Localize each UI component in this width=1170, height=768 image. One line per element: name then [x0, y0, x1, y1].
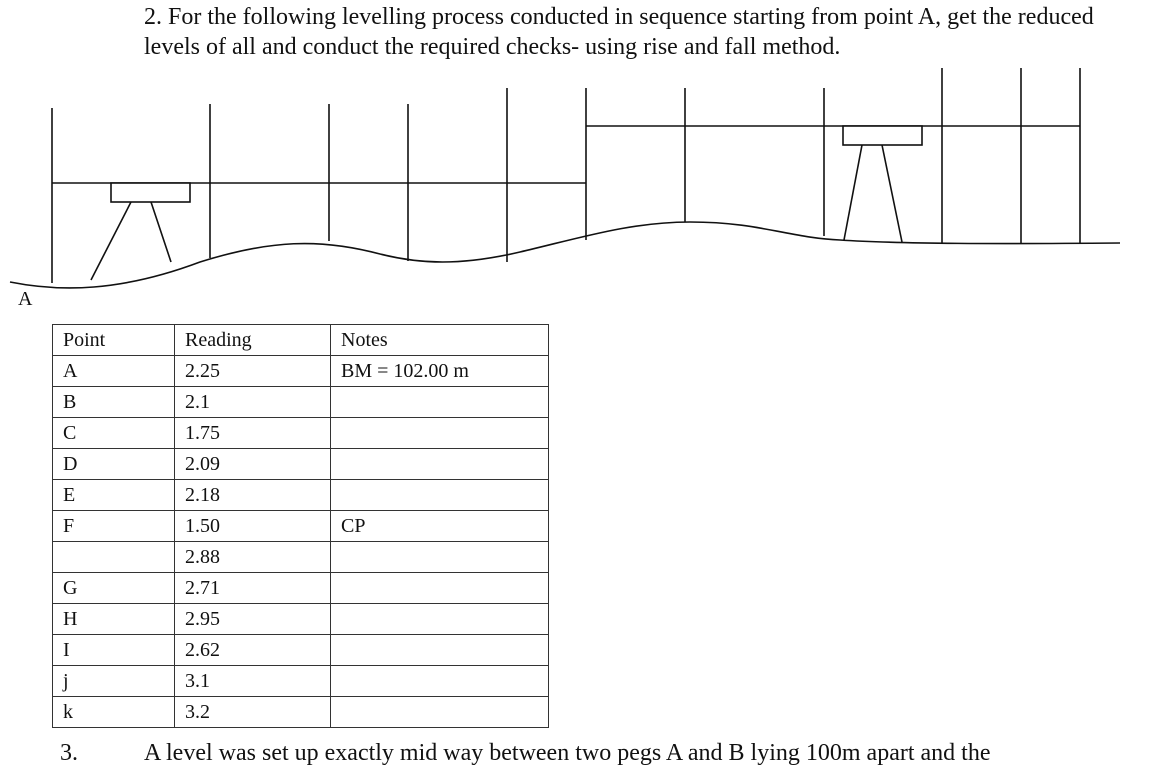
next-question-text: A level was set up exactly mid way between two pegs A and B lying 100m apart and the [144, 740, 991, 766]
cell-reading: 2.09 [175, 449, 331, 480]
point-a-label: A [18, 288, 33, 310]
cell-point: A [53, 356, 175, 387]
cell-reading: 2.88 [175, 542, 331, 573]
cell-point: E [53, 480, 175, 511]
cell-point: G [53, 573, 175, 604]
cell-point: H [53, 604, 175, 635]
table-row [53, 418, 549, 449]
cell-note [331, 418, 549, 449]
cell-reading: 2.71 [175, 573, 331, 604]
cell-note [331, 449, 549, 480]
cell-reading: 3.2 [175, 697, 331, 728]
cell-point: F [53, 511, 175, 542]
cell-note [331, 697, 549, 728]
table-row [53, 387, 549, 418]
cell-point: D [53, 449, 175, 480]
table-header-row [53, 325, 549, 356]
cell-point: k [53, 697, 175, 728]
cell-note [331, 387, 549, 418]
header-notes: Notes [331, 325, 549, 356]
cell-reading: 2.95 [175, 604, 331, 635]
cell-note [331, 542, 549, 573]
cell-reading: 1.50 [175, 511, 331, 542]
header-point: Point [53, 325, 175, 356]
next-question [60, 738, 1160, 768]
header-reading: Reading [175, 325, 331, 356]
cell-reading: 1.75 [175, 418, 331, 449]
cell-reading: 2.18 [175, 480, 331, 511]
cell-reading: 3.1 [175, 666, 331, 697]
levelling-diagram [0, 0, 1170, 320]
cell-reading: 2.1 [175, 387, 331, 418]
cell-reading: 2.25 [175, 356, 331, 387]
cell-point [53, 542, 175, 573]
cell-note [331, 480, 549, 511]
table-row [53, 697, 549, 728]
cell-note [331, 666, 549, 697]
cell-point: I [53, 635, 175, 666]
cell-point: j [53, 666, 175, 697]
table-row [53, 356, 549, 387]
cell-note: BM = 102.00 m [331, 356, 549, 387]
cell-note: CP [331, 511, 549, 542]
cell-note [331, 604, 549, 635]
table-row [53, 604, 549, 635]
level-instrument-2 [843, 126, 922, 242]
next-question-number: 3. [60, 740, 78, 766]
readings-table [52, 324, 549, 728]
cell-note [331, 573, 549, 604]
table-row [53, 511, 549, 542]
ground-profile [10, 222, 1120, 288]
cell-point: C [53, 418, 175, 449]
question-text: 2. For the following levelling process conducted in sequence starting from point A, get the reduced levels of all and conduct the required checks- using rise and fall method. [144, 4, 1094, 60]
table-row [53, 635, 549, 666]
table-row [53, 480, 549, 511]
level-instrument-1 [91, 183, 190, 280]
table-row [53, 542, 549, 573]
cell-note [331, 635, 549, 666]
table-row [53, 449, 549, 480]
cell-point: B [53, 387, 175, 418]
table-row [53, 573, 549, 604]
cell-reading: 2.62 [175, 635, 331, 666]
table-row [53, 666, 549, 697]
